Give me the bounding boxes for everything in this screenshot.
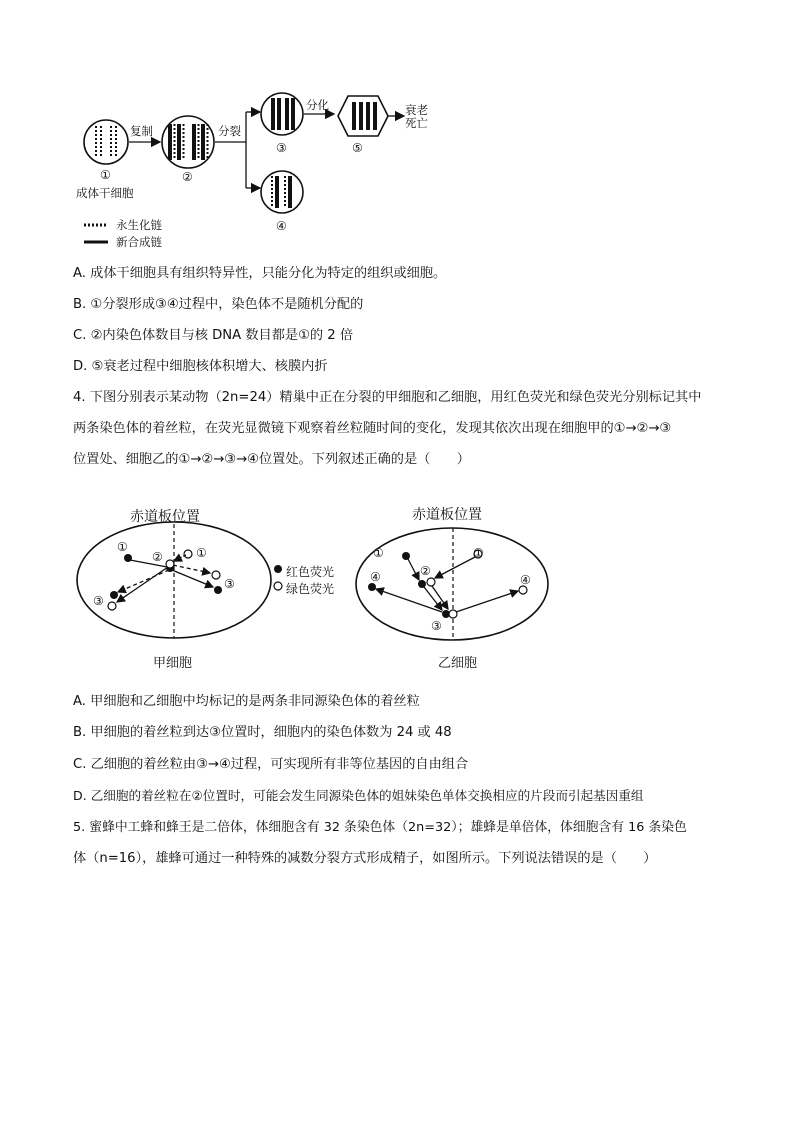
q4-option-b: B. 甲细胞的着丝粒到达③位置时，细胞内的染色体数为 24 或 48 <box>73 725 452 740</box>
legend-red-dot <box>274 565 282 573</box>
q4-option-d: D. 乙细胞的着丝粒在②位置时，可能会发生同源染色体的姐妹染色单体交换相应的片段而引起基因重组 <box>73 788 644 803</box>
label-differentiate: 分化 <box>306 98 329 112</box>
q4-stem-line-1: 4. 下图分别表示某动物（2n=24）精巢中正在分裂的甲细胞和乙细胞，用红色荧光和绿色荧光分别标记其中 <box>73 390 702 405</box>
cell-number-5: ⑤ <box>352 141 363 155</box>
jia-marker-1-red: ① <box>117 540 128 554</box>
legend-dotted-label: 永生化链 <box>116 218 162 232</box>
jia-marker-1-green: ① <box>196 546 207 560</box>
equator-title-right: 赤道板位置 <box>412 507 482 523</box>
caption-jia: 甲细胞 <box>153 656 193 671</box>
q4-option-c: C. 乙细胞的着丝粒由③→④过程，可实现所有非等位基因的自由组合 <box>73 757 469 772</box>
senescence-line-2: 死亡 <box>405 116 428 130</box>
q3-option-d: D. ⑤衰老过程中细胞核体积增大、核膜内折 <box>73 359 328 374</box>
label-replicate: 复制 <box>130 124 153 138</box>
q3-option-a: A. 成体干细胞具有组织特异性，只能分化为特定的组织或细胞。 <box>73 266 447 281</box>
cell-number-2: ② <box>182 170 193 184</box>
legend-solid-label: 新合成链 <box>116 235 162 249</box>
q5-stem-line-1: 5. 蜜蜂中工蜂和蜂王是二倍体，体细胞含有 32 条染色体（2n=32）；雄蜂是单倍体，体细胞含有 16 条染色 <box>73 820 687 835</box>
q4-option-a: A. 甲细胞和乙细胞中均标记的是两条非同源染色体的着丝粒 <box>73 694 420 709</box>
jia-marker-3-left: ③ <box>93 594 104 608</box>
q4-stem-line-2: 两条染色体的着丝粒，在荧光显微镜下观察着丝粒随时间的变化，发现其依次出现在细胞甲的①→②→③ <box>73 421 672 436</box>
yi-marker-2: ② <box>420 564 431 578</box>
yi-marker-4-left: ④ <box>370 570 381 584</box>
cell-1 <box>84 120 128 164</box>
q3-option-c: C. ②内染色体数目与核 DNA 数目都是①的 2 倍 <box>73 328 354 343</box>
caption-stem-cell: 成体干细胞 <box>76 186 134 200</box>
cell-4 <box>261 171 303 213</box>
q4-stem-line-3: 位置处、细胞乙的①→②→③→④位置处。下列叙述正确的是（ ） <box>73 452 470 467</box>
cell-number-3: ③ <box>276 141 287 155</box>
caption-yi: 乙细胞 <box>438 656 478 671</box>
label-divide: 分裂 <box>218 124 241 138</box>
cell-5 <box>338 96 388 136</box>
cell-number-1: ① <box>100 168 111 182</box>
equator-title-left: 赤道板位置 <box>130 509 200 525</box>
legend-green-dot <box>274 582 282 590</box>
senescence-line-1: 衰老 <box>405 103 428 117</box>
q5-stem-line-2: 体（n=16），雄蜂可通过一种特殊的减数分裂方式形成精子，如图所示。下列说法错误的是（ ） <box>73 851 657 866</box>
label-senescence <box>405 104 428 130</box>
jia-marker-2: ② <box>152 550 163 564</box>
cell-jia <box>77 522 271 638</box>
jia-marker-3-right: ③ <box>224 577 235 591</box>
cell-number-4: ④ <box>276 219 287 233</box>
yi-marker-1-green: ① <box>473 546 484 560</box>
q3-option-b: B. ①分裂形成③④过程中，染色体不是随机分配的 <box>73 297 364 312</box>
legend-green-label: 绿色荧光 <box>286 582 335 596</box>
cell-2 <box>162 116 214 168</box>
yi-marker-3: ③ <box>431 619 442 633</box>
yi-marker-1-red: ① <box>373 546 384 560</box>
legend-red-label: 红色荧光 <box>286 565 335 579</box>
yi-marker-4-right: ④ <box>520 573 531 587</box>
cell-3 <box>261 93 303 135</box>
